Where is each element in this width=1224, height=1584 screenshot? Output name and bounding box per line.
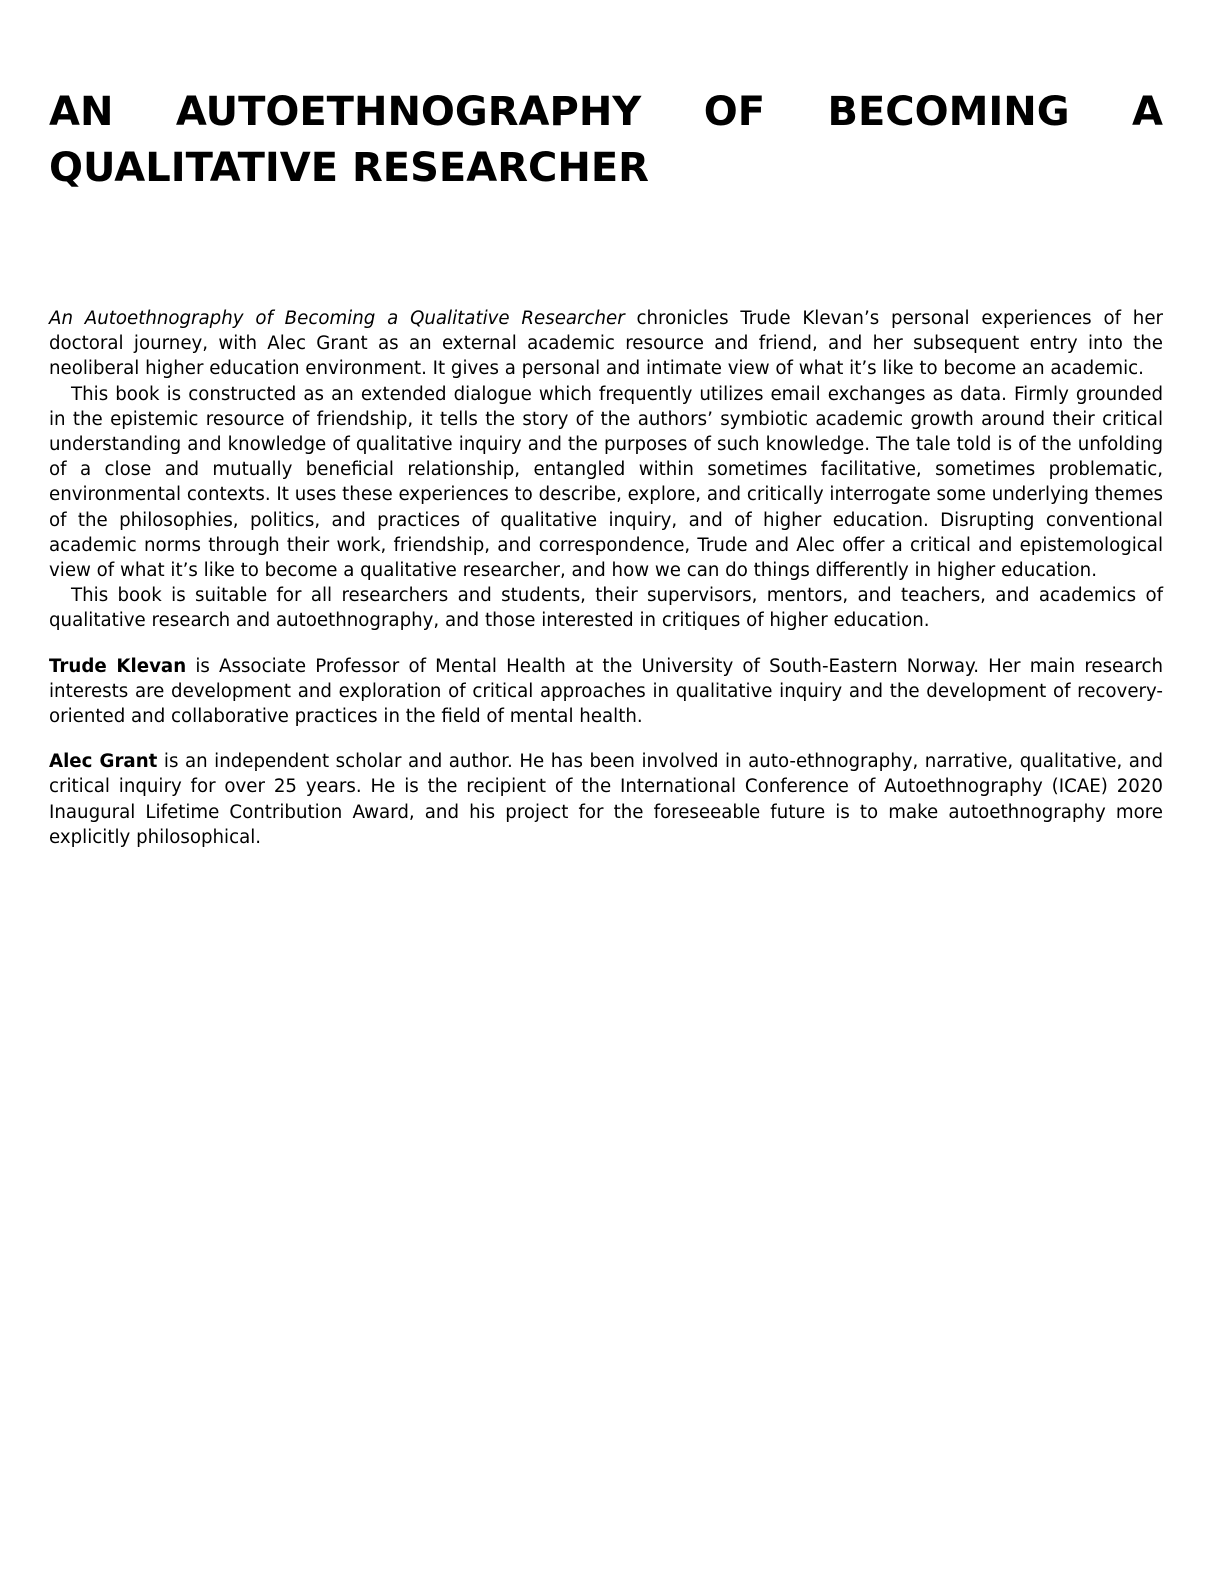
author-bio-alec-grant — [49, 749, 1163, 850]
author-name: Trude Klevan — [49, 655, 187, 677]
book-title-italic: An Autoethnography of Becoming a Qualitative Researcher — [49, 308, 625, 329]
author-name: Alec Grant — [49, 751, 158, 773]
description-paragraph-3: This book is suitable for all researchers and students, their supervisors, mentors, and teachers, and academics of qualitative research and autoethnography, and those interested in critiques of higher education. — [49, 585, 1163, 632]
book-title-line-2: QUALITATIVE RESEARCHER — [49, 145, 649, 191]
book-description — [49, 306, 1163, 850]
book-title-line-1: AN AUTOETHNOGRAPHY OF BECOMING A — [49, 89, 1163, 135]
description-paragraph-1-text: chronicles Trude Klevan’s personal experiences of her doctoral journey, with Alec Grant as an external academic resource and friend, and her subsequent entry into the neoliberal higher education environment. It gives a personal and intimate view of what it’s like to become an academic. — [49, 308, 1163, 380]
author-bio-trude-klevan — [49, 654, 1163, 730]
author-bio-text: is Associate Professor of Mental Health at the University of South-Eastern Norway. Her main research interests are development and exploration of critical approaches in qualitative inquiry and the development of recovery-oriented and collaborative practices in the field of mental health. — [49, 655, 1163, 728]
description-paragraph-1 — [49, 306, 1163, 382]
description-paragraph-2: This book is constructed as an extended dialogue which frequently utilizes email exchanges as data. Firmly grounded in the epistemic resource of friendship, it tells the story of the authors’ symbiotic academic growth around their critical understanding and knowledge of qualitative inquiry and the purposes of such knowledge. The tale told is of the unfolding of a close and mutually beneficial relationship, entangled within sometimes facilitative, sometimes problematic, environmental contexts. It uses these experiences to describe, explore, and critically interrogate some underlying themes of the philosophies, politics, and practices of qualitative inquiry, and of higher education. Disrupting conventional academic norms through their work, friendship, and correspondence, Trude and Alec offer a critical and epistemological view of what it’s like to become a qualitative researcher, and how we can do things differently in higher education. — [49, 383, 1163, 582]
book-title — [49, 84, 1163, 196]
author-bio-text: is an independent scholar and author. He has been involved in auto-ethnography, narrative, qualitative, and critical inquiry for over 25 years. He is the recipient of the International Conference of Autoethnography (ICAE) 2020 Inaugural Lifetime Contribution Award, and his project for the foreseeable future is to make autoethnography more explicitly philosophical. — [49, 751, 1164, 848]
